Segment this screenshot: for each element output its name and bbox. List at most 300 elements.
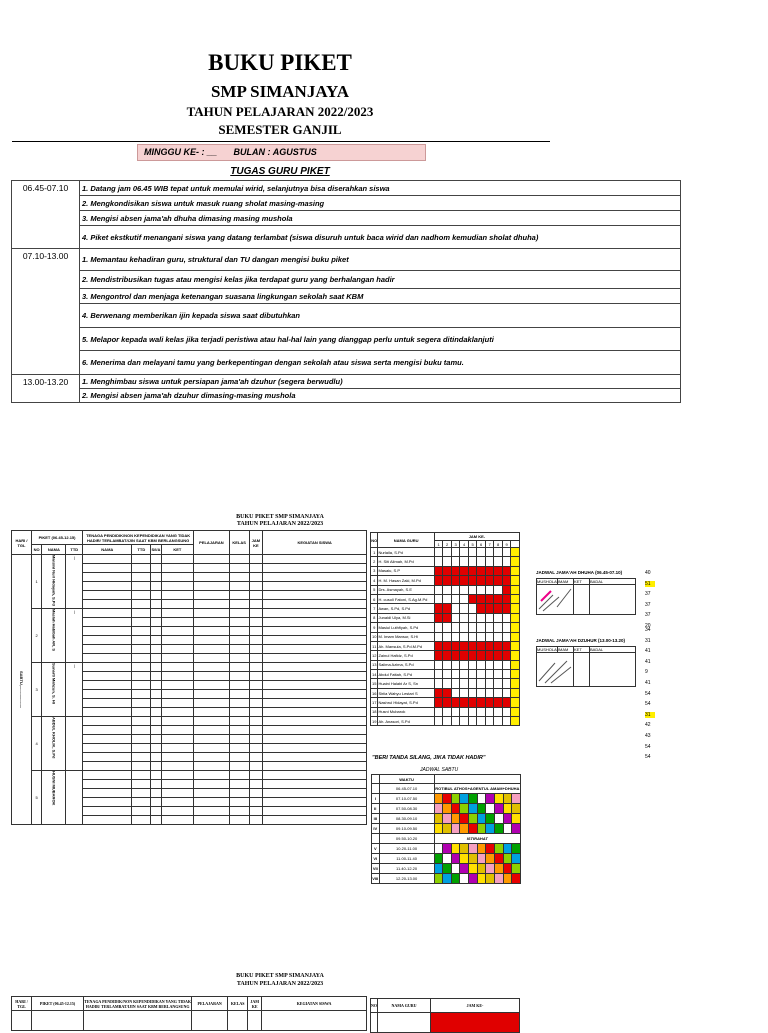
attendance-mark-cell[interactable]	[434, 698, 443, 707]
attendance-cell	[194, 690, 230, 699]
duty-task: 3. Mengisi absen jama'ah dhuha dimasing masing mushola	[80, 211, 681, 226]
attendance-mark-cell[interactable]	[494, 670, 503, 679]
attendance-mark-cell[interactable]	[502, 566, 511, 575]
attendance-mark-cell[interactable]	[477, 707, 486, 716]
schedule-period	[372, 784, 380, 794]
attendance-mark-cell[interactable]	[494, 585, 503, 594]
attendance-mark-cell[interactable]	[468, 679, 477, 688]
attendance-cell	[132, 708, 151, 717]
attendance-mark-cell[interactable]	[451, 660, 460, 669]
attendance-mark-cell[interactable]	[451, 585, 460, 594]
attendance-mark-cell[interactable]	[451, 698, 460, 707]
attendance-cell	[83, 726, 132, 735]
day-cell: SABTU,....................	[12, 555, 32, 825]
attendance-mark-cell[interactable]	[477, 623, 486, 632]
attendance-mark-cell[interactable]	[494, 641, 503, 650]
attendance-mark-cell[interactable]	[434, 566, 443, 575]
attendance-mark-cell[interactable]	[460, 557, 469, 566]
attendance-mark-cell[interactable]	[502, 698, 511, 707]
attendance-mark-cell[interactable]	[468, 660, 477, 669]
attendance-mark-cell[interactable]	[434, 632, 443, 641]
attendance-mark-cell[interactable]	[477, 698, 486, 707]
attendance-mark-cell[interactable]	[502, 585, 511, 594]
attendance-mark-cell[interactable]	[502, 594, 511, 603]
schedule-slot	[451, 864, 460, 874]
attendance-mark-cell[interactable]	[434, 576, 443, 585]
attendance-mark-cell[interactable]	[460, 679, 469, 688]
attendance-mark-cell[interactable]	[468, 698, 477, 707]
attendance-mark-cell[interactable]	[468, 557, 477, 566]
attendance-mark-cell[interactable]	[511, 717, 520, 726]
schedule-slot	[469, 874, 478, 884]
attendance-mark-cell[interactable]	[443, 557, 452, 566]
attendance-mark-cell[interactable]	[443, 679, 452, 688]
attendance-mark-cell[interactable]	[451, 566, 460, 575]
attendance-mark-cell[interactable]	[443, 660, 452, 669]
attendance-mark-cell[interactable]	[477, 613, 486, 622]
attendance-mark-cell[interactable]	[477, 548, 486, 557]
attendance-mark-cell[interactable]	[477, 641, 486, 650]
attendance-mark-cell[interactable]	[443, 548, 452, 557]
attendance-mark-cell[interactable]	[434, 670, 443, 679]
attendance-mark-cell[interactable]	[460, 566, 469, 575]
attendance-cell	[194, 762, 230, 771]
attendance-cell	[132, 744, 151, 753]
attendance-cell	[83, 654, 132, 663]
attendance-cell	[151, 735, 161, 744]
attendance-mark-cell[interactable]	[460, 548, 469, 557]
teacher-row	[371, 670, 520, 679]
attendance-mark-cell[interactable]	[468, 548, 477, 557]
attendance-mark-cell[interactable]	[477, 632, 486, 641]
attendance-mark-cell[interactable]	[460, 698, 469, 707]
attendance-mark-cell[interactable]	[451, 594, 460, 603]
attendance-mark-cell[interactable]	[485, 585, 494, 594]
attendance-mark-cell[interactable]	[434, 707, 443, 716]
attendance-mark-cell[interactable]	[485, 566, 494, 575]
attendance-cell	[132, 627, 151, 636]
schedule-time: 08.30-09.10	[379, 814, 434, 824]
schedule-slot	[503, 874, 512, 884]
attendance-cell	[151, 771, 161, 780]
attendance-cell	[263, 690, 367, 699]
attendance-mark-cell[interactable]	[451, 604, 460, 613]
attendance-cell	[132, 780, 151, 789]
jamaah-count: 54	[645, 743, 651, 750]
attendance-mark-cell[interactable]	[511, 632, 520, 641]
attendance-mark-cell[interactable]	[511, 707, 520, 716]
attendance-mark-cell[interactable]	[502, 641, 511, 650]
attendance-mark-cell[interactable]	[511, 594, 520, 603]
attendance-mark-cell[interactable]	[494, 688, 503, 697]
week-month-box	[137, 144, 426, 161]
attendance-mark-cell[interactable]	[460, 707, 469, 716]
attendance-cell	[161, 681, 193, 690]
piket-ttd: |	[66, 663, 83, 717]
attendance-mark-cell[interactable]	[434, 717, 443, 726]
attendance-mark-cell[interactable]	[460, 594, 469, 603]
sheet2-cell	[228, 1011, 248, 1031]
attendance-mark-cell[interactable]	[451, 613, 460, 622]
attendance-mark-cell[interactable]	[434, 613, 443, 622]
dzuhur-assignment-sketch	[537, 653, 574, 687]
attendance-mark-cell[interactable]	[511, 679, 520, 688]
col-pelajaran: PELAJARAN	[194, 531, 230, 555]
attendance-mark-cell[interactable]	[451, 623, 460, 632]
attendance-mark-cell[interactable]	[494, 566, 503, 575]
attendance-mark-cell[interactable]	[477, 688, 486, 697]
attendance-mark-cell[interactable]	[460, 717, 469, 726]
attendance-mark-cell[interactable]	[460, 604, 469, 613]
attendance-cell	[83, 798, 132, 807]
attendance-mark-cell[interactable]	[511, 604, 520, 613]
attendance-mark-cell[interactable]	[511, 688, 520, 697]
attendance-mark-cell[interactable]	[434, 623, 443, 632]
attendance-mark-cell[interactable]	[460, 613, 469, 622]
teacher-name: Nashrul Hidayat, S.Pd	[378, 698, 434, 707]
attendance-mark-cell[interactable]	[451, 707, 460, 716]
attendance-mark-cell[interactable]	[511, 670, 520, 679]
schedule-slot	[434, 814, 443, 824]
attendance-mark-cell[interactable]	[443, 717, 452, 726]
attendance-mark-cell[interactable]	[502, 557, 511, 566]
attendance-mark-cell[interactable]	[502, 707, 511, 716]
attendance-mark-cell[interactable]	[485, 594, 494, 603]
saturday-schedule-body	[372, 784, 521, 884]
teacher-row	[371, 688, 520, 697]
week-label: MINGGU KE- : __	[144, 147, 218, 157]
attendance-cell	[132, 654, 151, 663]
attendance-mark-cell[interactable]	[511, 660, 520, 669]
attendance-mark-cell[interactable]	[443, 613, 452, 622]
attendance-mark-cell[interactable]	[443, 651, 452, 660]
attendance-mark-cell[interactable]	[502, 660, 511, 669]
attendance-mark-cell[interactable]	[511, 613, 520, 622]
attendance-mark-cell[interactable]	[443, 594, 452, 603]
attendance-mark-cell[interactable]	[511, 698, 520, 707]
attendance-mark-cell[interactable]	[502, 717, 511, 726]
attendance-mark-cell[interactable]	[477, 670, 486, 679]
attendance-mark-cell[interactable]	[494, 698, 503, 707]
school-name: SMP SIMANJAYA	[210, 82, 350, 101]
attendance-mark-cell[interactable]	[460, 585, 469, 594]
attendance-cell	[263, 762, 367, 771]
schedule-rotibul: ROTIBUL ATHOS+AGENTUL AMAM+DHUHA	[434, 784, 520, 794]
attendance-mark-cell[interactable]	[460, 660, 469, 669]
attendance-mark-cell[interactable]	[460, 576, 469, 585]
attendance-mark-cell[interactable]	[434, 585, 443, 594]
attendance-mark-cell[interactable]	[443, 707, 452, 716]
attendance-mark-cell[interactable]	[477, 660, 486, 669]
attendance-mark-cell[interactable]	[511, 651, 520, 660]
schedule-row	[372, 844, 521, 854]
attendance-mark-cell[interactable]	[477, 651, 486, 660]
schedule-slot	[460, 824, 469, 834]
attendance-mark-cell[interactable]	[443, 585, 452, 594]
attendance-mark-cell[interactable]	[485, 641, 494, 650]
attendance-mark-cell[interactable]	[485, 717, 494, 726]
schedule-slot	[512, 794, 521, 804]
sheet2-cell	[84, 1011, 192, 1031]
jamaah-count: 9	[645, 669, 648, 676]
attendance-mark-cell[interactable]	[443, 698, 452, 707]
attendance-mark-cell[interactable]	[477, 557, 486, 566]
attendance-mark-cell[interactable]	[494, 651, 503, 660]
attendance-mark-cell[interactable]	[511, 557, 520, 566]
attendance-mark-cell[interactable]	[494, 707, 503, 716]
col-jam-ke-2: JAM KE-	[431, 999, 520, 1013]
attendance-mark-cell[interactable]	[494, 548, 503, 557]
attendance-mark-cell[interactable]	[468, 566, 477, 575]
teacher-row	[371, 717, 520, 726]
attendance-mark-cell[interactable]	[502, 576, 511, 585]
schedule-slot	[512, 814, 521, 824]
attendance-mark-cell[interactable]	[477, 566, 486, 575]
attendance-cell	[83, 573, 132, 582]
attendance-mark-cell[interactable]	[502, 651, 511, 660]
attendance-cell	[194, 753, 230, 762]
attendance-mark-cell[interactable]	[485, 660, 494, 669]
attendance-mark-cell[interactable]	[451, 548, 460, 557]
attendance-cell	[249, 726, 263, 735]
attendance-mark-cell[interactable]	[494, 594, 503, 603]
attendance-mark-cell[interactable]	[511, 576, 520, 585]
schedule-slot	[494, 864, 503, 874]
attendance-mark-cell[interactable]	[485, 604, 494, 613]
schedule-slot	[512, 864, 521, 874]
attendance-mark-cell[interactable]	[451, 632, 460, 641]
attendance-cell	[194, 726, 230, 735]
attendance-mark-cell[interactable]	[434, 548, 443, 557]
attendance-mark-cell[interactable]	[485, 688, 494, 697]
attendance-mark-cell[interactable]	[468, 604, 477, 613]
attendance-mark-cell[interactable]	[434, 641, 443, 650]
attendance-mark-cell[interactable]	[477, 576, 486, 585]
attendance-mark-cell[interactable]	[477, 679, 486, 688]
attendance-cell	[194, 609, 230, 618]
attendance-mark-cell[interactable]	[460, 651, 469, 660]
attendance-cell	[161, 771, 193, 780]
attendance-mark-cell[interactable]	[468, 613, 477, 622]
piket-ttd	[66, 771, 83, 825]
attendance-mark-cell[interactable]	[494, 623, 503, 632]
jamaah-count: 41	[645, 680, 651, 686]
attendance-mark-cell[interactable]	[502, 679, 511, 688]
attendance-cell	[151, 636, 161, 645]
attendance-mark-cell[interactable]	[485, 613, 494, 622]
attendance-cell	[229, 627, 249, 636]
attendance-mark-cell[interactable]	[477, 585, 486, 594]
attendance-mark-cell[interactable]	[451, 679, 460, 688]
teacher-name: Zainul Hafidz, S.Pd	[378, 651, 434, 660]
attendance-mark-cell[interactable]	[451, 651, 460, 660]
attendance-mark-cell[interactable]	[502, 670, 511, 679]
attendance-cell	[263, 780, 367, 789]
jamaah-count: 54	[645, 690, 651, 697]
attendance-mark-cell[interactable]	[494, 557, 503, 566]
attendance-cell	[161, 600, 193, 609]
attendance-mark-cell[interactable]	[502, 604, 511, 613]
attendance-mark-cell[interactable]	[451, 641, 460, 650]
attendance-mark-cell[interactable]	[511, 641, 520, 650]
attendance-cell	[161, 798, 193, 807]
jamaah-count: 51	[645, 581, 655, 587]
attendance-mark-cell[interactable]	[494, 613, 503, 622]
schedule-row	[372, 784, 521, 794]
attendance-mark-cell[interactable]	[468, 594, 477, 603]
attendance-mark-cell[interactable]	[502, 613, 511, 622]
attendance-mark-cell[interactable]	[485, 623, 494, 632]
attendance-mark-cell[interactable]	[443, 623, 452, 632]
attendance-mark-cell[interactable]	[485, 698, 494, 707]
attendance-mark-cell[interactable]	[468, 651, 477, 660]
attendance-mark-cell[interactable]	[434, 604, 443, 613]
attendance-mark-cell[interactable]	[477, 594, 486, 603]
attendance-mark-cell[interactable]	[468, 670, 477, 679]
attendance-cell	[151, 600, 161, 609]
attendance-cell	[161, 807, 193, 816]
schedule-slot	[494, 794, 503, 804]
attendance-cell	[83, 582, 132, 591]
teacher-name: H. Siti Alimah, M.Pd	[378, 557, 434, 566]
attendance-mark-cell[interactable]	[485, 548, 494, 557]
schedule-slot	[443, 794, 452, 804]
attendance-mark-cell[interactable]	[502, 623, 511, 632]
teacher-name: Siriia Wahyu Lestari S	[378, 688, 434, 697]
attendance-mark-cell[interactable]	[477, 717, 486, 726]
attendance-mark-cell[interactable]	[434, 660, 443, 669]
schedule-slot	[469, 804, 478, 814]
attendance-mark-cell[interactable]	[511, 548, 520, 557]
col-jamke: JAM KE	[249, 531, 263, 555]
attendance-mark-cell[interactable]	[485, 632, 494, 641]
attendance-mark-cell[interactable]	[485, 679, 494, 688]
attendance-mark-cell[interactable]	[502, 688, 511, 697]
attendance-mark-cell[interactable]	[460, 688, 469, 697]
attendance-cell	[249, 618, 263, 627]
attendance-cell	[151, 789, 161, 798]
attendance-mark-cell[interactable]	[494, 576, 503, 585]
attendance-mark-cell[interactable]	[494, 717, 503, 726]
attendance-mark-cell[interactable]	[451, 670, 460, 679]
attendance-mark-cell[interactable]	[451, 717, 460, 726]
attendance-mark-cell[interactable]	[451, 557, 460, 566]
attendance-mark-cell[interactable]	[494, 660, 503, 669]
sheet-title: BUKU PIKET SMP SIMANJAYA	[236, 514, 324, 520]
attendance-mark-cell[interactable]	[434, 688, 443, 697]
attendance-mark-cell[interactable]	[443, 632, 452, 641]
attendance-mark-cell[interactable]	[468, 717, 477, 726]
jamaah-count: 43	[645, 733, 651, 739]
attendance-cell	[132, 609, 151, 618]
attendance-mark-cell[interactable]	[460, 641, 469, 650]
attendance-cell	[263, 609, 367, 618]
attendance-mark-cell[interactable]	[460, 670, 469, 679]
attendance-mark-cell[interactable]	[511, 585, 520, 594]
attendance-mark-cell[interactable]	[434, 594, 443, 603]
schedule-row	[372, 834, 521, 844]
attendance-cell	[249, 636, 263, 645]
jam-col-head: 1	[434, 541, 443, 548]
attendance-mark-cell[interactable]	[468, 641, 477, 650]
schedule-slot	[486, 804, 495, 814]
attendance-cell	[263, 582, 367, 591]
attendance-mark-cell[interactable]	[494, 632, 503, 641]
sheet2-guru-cell	[378, 1013, 431, 1033]
teacher-absence-body	[371, 548, 520, 726]
attendance-mark-cell[interactable]	[434, 557, 443, 566]
attendance-mark-cell[interactable]	[460, 632, 469, 641]
schedule-slot	[486, 844, 495, 854]
attendance-mark-cell[interactable]	[443, 688, 452, 697]
teacher-row	[371, 604, 520, 613]
attendance-cell	[132, 699, 151, 708]
attendance-cell	[263, 717, 367, 726]
teacher-row	[371, 641, 520, 650]
attendance-cell	[161, 780, 193, 789]
attendance-mark-cell[interactable]	[434, 651, 443, 660]
attendance-cell	[132, 573, 151, 582]
attendance-mark-cell[interactable]	[468, 576, 477, 585]
attendance-cell	[229, 753, 249, 762]
attendance-mark-cell[interactable]	[485, 651, 494, 660]
attendance-mark-cell[interactable]	[477, 604, 486, 613]
col-nama-tenaga: NAMA	[83, 545, 132, 555]
attendance-mark-cell[interactable]	[502, 632, 511, 641]
attendance-mark-cell[interactable]	[451, 576, 460, 585]
piket-no: 3	[31, 663, 41, 717]
attendance-mark-cell[interactable]	[485, 707, 494, 716]
attendance-cell	[161, 708, 193, 717]
attendance-cell	[151, 762, 161, 771]
attendance-mark-cell[interactable]	[451, 688, 460, 697]
attendance-mark-cell[interactable]	[485, 670, 494, 679]
attendance-mark-cell[interactable]	[511, 566, 520, 575]
schedule-slot	[486, 864, 495, 874]
attendance-cell	[229, 582, 249, 591]
attendance-mark-cell[interactable]	[468, 688, 477, 697]
attendance-mark-cell[interactable]	[494, 679, 503, 688]
sheet2-cell	[248, 1011, 262, 1031]
col-piket-2: PIKET (06.45-12.15)	[32, 997, 84, 1011]
attendance-mark-cell[interactable]	[468, 623, 477, 632]
attendance-mark-cell[interactable]	[511, 623, 520, 632]
schedule-slot	[512, 844, 521, 854]
attendance-mark-cell[interactable]	[485, 576, 494, 585]
attendance-mark-cell[interactable]	[468, 632, 477, 641]
attendance-mark-cell[interactable]	[468, 707, 477, 716]
teacher-row	[371, 623, 520, 632]
attendance-cell	[249, 735, 263, 744]
attendance-mark-cell[interactable]	[434, 679, 443, 688]
attendance-cell	[229, 816, 249, 825]
attendance-mark-cell[interactable]	[502, 548, 511, 557]
attendance-cell	[229, 789, 249, 798]
piket-teacher-name: Sunarti Mahzun, S. Hi	[42, 663, 66, 717]
attendance-mark-cell[interactable]	[460, 623, 469, 632]
attendance-mark-cell[interactable]	[443, 604, 452, 613]
attendance-mark-cell[interactable]	[443, 566, 452, 575]
attendance-mark-cell[interactable]	[443, 670, 452, 679]
attendance-mark-cell[interactable]	[443, 576, 452, 585]
attendance-mark-cell[interactable]	[443, 641, 452, 650]
duties-title: TUGAS GURU PIKET	[230, 166, 330, 177]
attendance-mark-cell[interactable]	[494, 604, 503, 613]
jamaah-count: 54	[645, 754, 651, 761]
attendance-cell	[249, 654, 263, 663]
attendance-mark-cell[interactable]	[485, 557, 494, 566]
attendance-mark-cell[interactable]	[468, 585, 477, 594]
